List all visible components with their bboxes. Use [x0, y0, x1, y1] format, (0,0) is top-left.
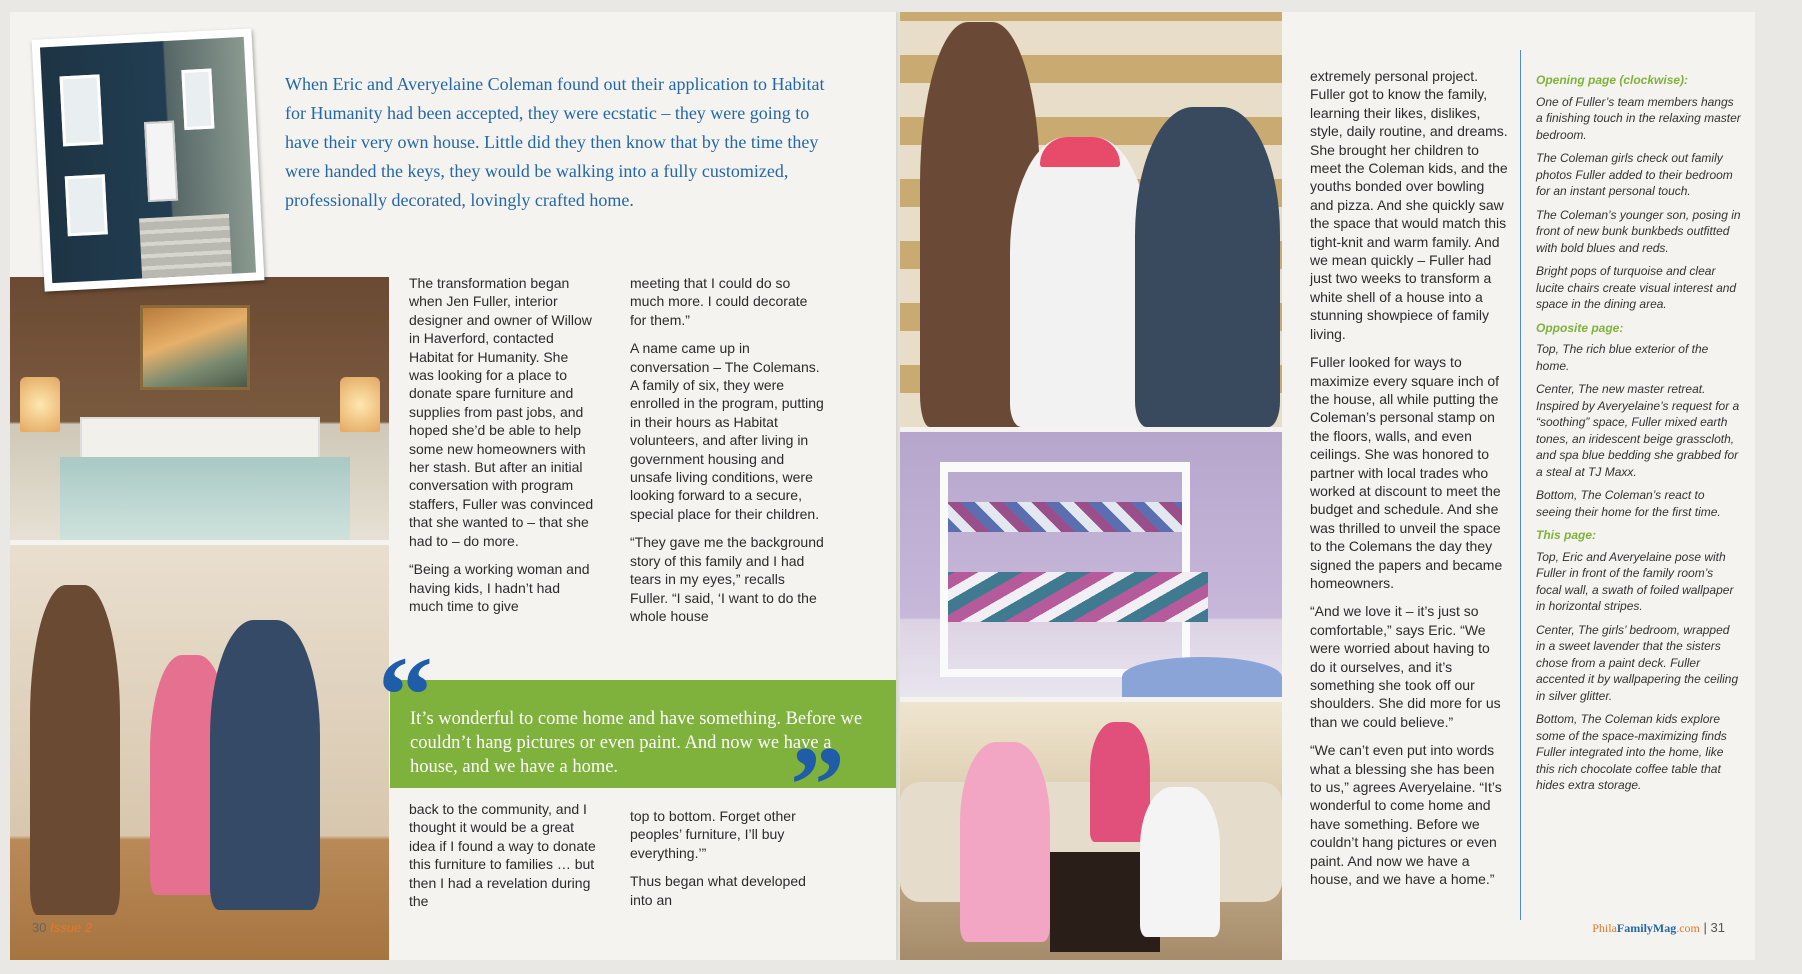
page-number: 30: [32, 920, 47, 935]
caption: The Coleman’s younger son, posing in front of new bunk bunkbeds outfitted with bold blues and reds.: [1536, 207, 1741, 255]
caption-heading-opposite: Opposite page:: [1536, 320, 1624, 335]
paragraph: top to bottom. Forget other peoples’ furniture, I’ll buy everything.’”: [630, 808, 796, 861]
body-column-1: [409, 274, 594, 625]
photo-family-arrival: [10, 545, 389, 960]
paragraph: “Being a working woman and having kids, I hadn’t had much time to give: [409, 561, 590, 614]
photo-master-bedroom: [10, 277, 389, 540]
intro-paragraph: When Eric and Averyelaine Coleman found out their application to Habitat for Humanity had been accepted, they were ecstatic – they were going to have their very own house. Little did they then know that by the time they were handed the keys, they would be walking into a fully customized, professionally decorated, lovingly crafted home.: [285, 74, 825, 210]
body-column-3: [409, 800, 599, 920]
folio-left: [32, 920, 92, 935]
close-quote-mark: ”: [790, 724, 845, 846]
page-number: 31: [1710, 920, 1725, 935]
magazine-spread: [10, 12, 1755, 960]
caption: The Coleman girls check out family photos Fuller added to their bedroom for an instant personal touch.: [1536, 151, 1733, 198]
caption-heading-opening: Opening page (clockwise):: [1536, 73, 1689, 87]
body-column-right: [1310, 67, 1508, 898]
caption: Bottom, The Coleman kids explore some of the space-maximizing finds Fuller integrated into the home, like this rich chocolate coffee table that hides extra storage.: [1536, 712, 1727, 792]
caption: Top, Eric and Averyelaine pose with Fuller in front of the family room’s focal wall, a swath of foiled wallpaper in horizontal stripes.: [1536, 549, 1734, 613]
paragraph: meeting that I could do so much more. I could decorate for them.”: [630, 275, 808, 328]
caption: Bottom, The Coleman’s react to seeing their home for the first time.: [1536, 488, 1721, 519]
paragraph: “And we love it – it’s just so comfortable,” says Eric. “We were worried about having to do it ourselves, and it’s something she took off our shoulders. She did more for us than we could believe.”: [1310, 603, 1501, 730]
paragraph: The transformation began when Jen Fuller, interior designer and owner of Willow in Haverford, contacted Habitat for Humanity. She was looking for a place to donate spare furniture and supplies from past jobs, and hoped she’d be able to help some new homeowners with her stash. But after an initial conversation with program staffers, Fuller was convinced that she wanted to – that she had to – do more.: [409, 275, 594, 549]
photo-trio-portrait: [900, 12, 1282, 427]
folio-right: PhilaFamilyMag.com | 31: [1592, 920, 1725, 935]
paragraph: Thus began what developed into an: [630, 873, 806, 908]
left-page: [10, 12, 900, 960]
caption: Bright pops of turquoise and clear lucite chairs create visual interest and space in the dining area.: [1536, 264, 1737, 311]
caption-heading-this: This page:: [1536, 528, 1597, 542]
caption: Top, The rich blue exterior of the home.: [1536, 342, 1709, 373]
body-column-2: [630, 274, 825, 635]
column-divider: [1520, 50, 1521, 920]
paragraph: A name came up in conversation – The Colemans. A family of six, they were enrolled in the program, putting in their hours as Habitat volunteers, and after living in government housing and unsafe living conditions, were looking forward to a secure, special place for their children.: [630, 340, 824, 522]
open-quote-mark: “: [378, 634, 433, 756]
paragraph: Fuller looked for ways to maximize every square inch of the house, all while putting the Coleman’s personal stamp on the floors, walls, and even ceilings. She was honored to partner with local trades who worked at discount to meet the budget and schedule. And she was thrilled to unveil the space to the Colemans the day they signed the papers and became homeowners.: [1310, 354, 1503, 591]
caption: Center, The girls’ bedroom, wrapped in a sweet lavender that the sisters chose from a paint deck. Fuller accented it by wallpapering the ceiling in silver glitter.: [1536, 622, 1739, 703]
paragraph: “They gave me the background story of this family and I had tears in my eyes,” recalls Fuller. “I said, ‘I want to do the whole house: [630, 534, 824, 624]
issue-label: Issue 2: [50, 920, 93, 935]
photo-house-exterior: [32, 28, 265, 291]
photo-girls-bedroom: [900, 432, 1282, 697]
magazine-url[interactable]: PhilaFamilyMag.com: [1592, 921, 1700, 935]
paragraph: extremely personal project. Fuller got to know the family, learning their likes, dislikes, style, daily routine, and dreams. She brought her children to meet the Coleman kids, and the youths bonded over bowling and pizza. And she quickly saw the space that would match this tight-knit and warm family. And we mean quickly – Fuller had just two weeks to transform a white shell of a house into a stunning showpiece of family living.: [1310, 68, 1508, 342]
photo-kids-living-room: [900, 702, 1282, 960]
paragraph: back to the community, and I thought it would be a great idea if I found a way to donate this furniture to families … but then I had a revelation during the: [409, 801, 596, 910]
caption: Center, The new master retreat. Inspired by Averyelaine’s request for a “soothing” space, Fuller mixed earth tones, an iridescent beige grasscloth, and spa blue bedding she grabbed for a steal at TJ Maxx.: [1536, 382, 1740, 479]
photo-captions: [1536, 66, 1741, 801]
body-column-4: [630, 807, 825, 919]
pull-quote-text: It’s wonderful to come home and have something. Before we couldn’t hang pictures or even paint. And now we have a house, and we have a home.: [410, 709, 863, 777]
caption: One of Fuller’s team members hangs a finishing touch in the relaxing master bedroom.: [1536, 94, 1741, 142]
paragraph: “We can’t even put into words what a blessing she has been to us,” agrees Averyelaine. “It’s wonderful to come home and have something. Before we couldn’t hang pictures or even paint. And now we have a house, and we have a home.”: [1310, 742, 1502, 888]
